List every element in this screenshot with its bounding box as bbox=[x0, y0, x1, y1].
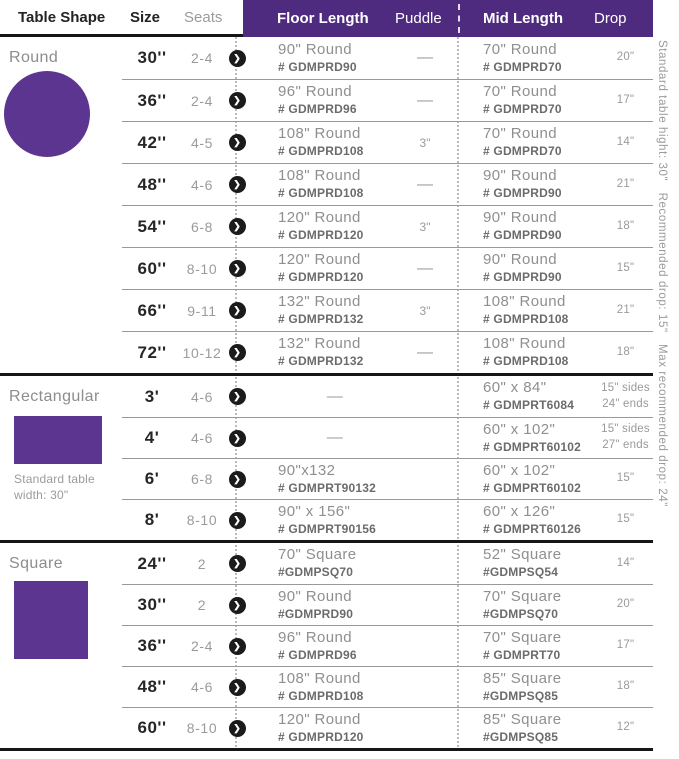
size-value: 24'' bbox=[137, 553, 167, 573]
seats-value: 8-10 bbox=[186, 720, 218, 736]
col-header-puddle: Puddle bbox=[395, 10, 442, 27]
mid-sku: # GDMPRD108 bbox=[483, 354, 569, 369]
puddle-value: — bbox=[417, 49, 433, 66]
arrow-cell bbox=[222, 218, 252, 235]
seats-value: 2 bbox=[197, 597, 207, 613]
shape-cell bbox=[0, 37, 122, 373]
floor-sku: # GDMPRD90 bbox=[278, 59, 357, 74]
floor-sku: # GDMPRD120 bbox=[278, 729, 364, 744]
floor-length-cell bbox=[252, 335, 392, 369]
seats-value: 2 bbox=[197, 555, 207, 572]
table-row bbox=[122, 37, 653, 79]
drop-value: 21" bbox=[616, 303, 635, 316]
drop-cell bbox=[598, 303, 653, 319]
seats-value: 9-11 bbox=[187, 302, 217, 319]
floor-length-cell bbox=[252, 670, 392, 704]
rows-rectangular bbox=[122, 376, 653, 540]
floor-length-cell bbox=[252, 588, 392, 622]
floor-length-value: 108" Round bbox=[278, 669, 361, 687]
size-value: 60'' bbox=[137, 258, 167, 278]
puddle-value: 3" bbox=[419, 303, 431, 318]
floor-length-cell bbox=[252, 462, 392, 496]
drop-cell bbox=[598, 345, 653, 361]
puddle-value: 3" bbox=[419, 135, 431, 150]
table-row bbox=[122, 707, 653, 748]
seats-value: 4-6 bbox=[190, 176, 214, 193]
mid-sku: # GDMPRT70 bbox=[483, 647, 561, 662]
size-value: 66'' bbox=[137, 300, 167, 320]
mid-length-cell bbox=[458, 379, 598, 413]
seats-value: 2-4 bbox=[190, 50, 214, 66]
seats-value: 2-4 bbox=[190, 92, 214, 109]
mid-length-cell bbox=[458, 41, 598, 75]
size-value: 3' bbox=[144, 386, 160, 406]
mid-length-value: 90" Round bbox=[483, 167, 557, 185]
mid-sku: # GDMPRT60126 bbox=[483, 521, 581, 536]
puddle-value: — bbox=[417, 343, 433, 361]
arrow-icon[interactable]: ❯ bbox=[229, 260, 246, 277]
mid-length-cell bbox=[458, 251, 598, 285]
mid-length-cell bbox=[458, 711, 598, 745]
puddle-value: 3" bbox=[419, 219, 431, 234]
mid-length-cell bbox=[458, 588, 598, 622]
arrow-icon[interactable]: ❯ bbox=[229, 50, 246, 67]
arrow-cell bbox=[222, 176, 252, 193]
drop-value: 18" bbox=[616, 345, 635, 358]
drop-value: 15" bbox=[616, 261, 635, 274]
floor-length-value: 90"x132 bbox=[278, 461, 336, 479]
floor-sku: # GDMPRD108 bbox=[278, 186, 364, 201]
floor-length-value: — bbox=[326, 387, 344, 405]
floor-sku: # GDMPRD132 bbox=[278, 312, 364, 327]
col-header-drop: Drop bbox=[594, 10, 627, 27]
circle-shape-icon bbox=[4, 71, 90, 157]
size-value: 60'' bbox=[137, 718, 167, 737]
seats-value: 2-4 bbox=[190, 638, 214, 654]
seats-value: 4-6 bbox=[190, 388, 214, 405]
mid-sku: # GDMPRD90 bbox=[483, 186, 562, 201]
size-value: 54'' bbox=[137, 216, 167, 236]
floor-length-cell bbox=[252, 125, 392, 159]
drop-value: 15" sides bbox=[601, 381, 650, 394]
arrow-cell bbox=[222, 555, 252, 572]
header-left bbox=[0, 0, 243, 37]
table-row bbox=[122, 79, 653, 121]
seats-value: 4-6 bbox=[190, 679, 214, 695]
shape-label: Rectangular bbox=[9, 388, 100, 405]
mid-sku: # GDMPRT60102 bbox=[483, 480, 581, 495]
size-value: 4' bbox=[144, 428, 160, 447]
mid-sku: # GDMPRD108 bbox=[483, 312, 569, 327]
mid-length-cell bbox=[458, 209, 598, 243]
floor-length-cell bbox=[252, 503, 392, 537]
section-round bbox=[0, 37, 653, 373]
table-row bbox=[122, 666, 653, 707]
drop-value: 18" bbox=[616, 680, 635, 693]
arrow-icon[interactable]: ❯ bbox=[229, 638, 246, 655]
floor-length-value: 96" Round bbox=[278, 628, 352, 646]
floor-length-cell bbox=[252, 251, 392, 285]
floor-length-cell bbox=[252, 83, 392, 117]
floor-sku: # GDMPRD120 bbox=[278, 228, 364, 243]
shape-label: Round bbox=[9, 49, 59, 66]
drop-value-2: 27" ends bbox=[602, 439, 649, 451]
mid-sku: # GDMPRD90 bbox=[483, 270, 562, 285]
mid-length-cell bbox=[458, 293, 598, 327]
mid-length-value: 85" Square bbox=[483, 669, 562, 687]
drop-cell bbox=[598, 638, 653, 654]
col-header-table-shape: Table Shape bbox=[18, 9, 106, 26]
floor-sku: # GDMPRD108 bbox=[278, 144, 364, 159]
shape-note: Standard table width: 30" bbox=[14, 472, 95, 503]
floor-sku: #GDMPSQ70 bbox=[278, 565, 354, 580]
arrow-cell bbox=[222, 512, 252, 529]
floor-length-value: 120" Round bbox=[278, 209, 361, 227]
col-header-mid-length: Mid Length bbox=[483, 10, 563, 27]
table-row bbox=[122, 331, 653, 373]
mid-length-value: 70" Round bbox=[483, 83, 557, 101]
arrow-cell bbox=[222, 471, 252, 488]
drop-value: 20" bbox=[616, 51, 635, 64]
puddle-value: — bbox=[417, 91, 433, 109]
square-shape-icon bbox=[14, 581, 88, 659]
floor-length-value: 132" Round bbox=[278, 293, 361, 311]
drop-cell bbox=[598, 720, 653, 736]
floor-length-value: 108" Round bbox=[278, 125, 361, 143]
floor-length-value: 90" Round bbox=[278, 587, 352, 605]
mid-length-cell bbox=[458, 83, 598, 117]
size-value: 30'' bbox=[137, 48, 167, 67]
drop-value: 12" bbox=[616, 721, 635, 734]
arrow-icon[interactable]: ❯ bbox=[229, 679, 246, 696]
floor-length-value: 90" Round bbox=[278, 40, 352, 58]
size-value: 42'' bbox=[137, 132, 167, 152]
seats-value: 6-8 bbox=[190, 471, 214, 487]
drop-cell bbox=[598, 261, 653, 277]
drop-cell bbox=[598, 219, 653, 235]
floor-length-value: 120" Round bbox=[278, 251, 361, 269]
arrow-icon[interactable]: ❯ bbox=[229, 176, 246, 193]
table-row bbox=[122, 458, 653, 499]
header-dashed-divider bbox=[458, 4, 460, 33]
col-header-seats: Seats bbox=[184, 9, 223, 26]
mid-sku: # GDMPRT60102 bbox=[483, 439, 581, 454]
rect-shape-icon bbox=[14, 416, 102, 464]
arrow-cell bbox=[222, 134, 252, 151]
col-header-floor-length: Floor Length bbox=[277, 10, 369, 27]
mid-sku: #GDMPSQ54 bbox=[483, 565, 559, 580]
seats-value: 8-10 bbox=[186, 512, 218, 528]
mid-length-value: 70" Square bbox=[483, 587, 562, 605]
floor-length-value: 132" Round bbox=[278, 335, 361, 353]
table-row bbox=[122, 121, 653, 163]
drop-value: 18" bbox=[616, 219, 635, 232]
mid-length-value: 90" Round bbox=[483, 209, 557, 227]
arrow-icon[interactable]: ❯ bbox=[229, 302, 246, 319]
table-row bbox=[122, 376, 653, 417]
size-value: 36'' bbox=[137, 636, 167, 655]
drop-value: 14" bbox=[616, 556, 635, 569]
mid-length-value: 60" x 84" bbox=[483, 379, 547, 397]
mid-length-value: 60" x 126" bbox=[483, 502, 556, 520]
arrow-icon[interactable]: ❯ bbox=[229, 597, 246, 614]
arrow-cell bbox=[222, 302, 252, 319]
mid-sku: # GDMPRD70 bbox=[483, 144, 562, 159]
table-row bbox=[122, 417, 653, 458]
arrow-cell bbox=[222, 638, 252, 655]
mid-sku: # GDMPRD90 bbox=[483, 228, 562, 243]
drop-value: 21" bbox=[616, 177, 635, 190]
drop-value-2: 24" ends bbox=[602, 397, 649, 410]
mid-length-value: 52" Square bbox=[483, 546, 562, 564]
rows-square bbox=[122, 543, 653, 748]
seats-value: 10-12 bbox=[182, 344, 222, 361]
floor-sku: # GDMPRD96 bbox=[278, 647, 357, 662]
drop-cell bbox=[598, 381, 653, 412]
mid-length-cell bbox=[458, 546, 598, 580]
arrow-cell bbox=[222, 92, 252, 109]
arrow-icon[interactable]: ❯ bbox=[229, 720, 246, 737]
drop-value: 15" bbox=[616, 472, 635, 485]
mid-length-value: 108" Round bbox=[483, 293, 566, 311]
drop-cell bbox=[598, 556, 653, 572]
floor-length-cell bbox=[252, 428, 392, 448]
floor-sku: # GDMPRD96 bbox=[278, 102, 357, 117]
floor-sku: # GDMPRT90132 bbox=[278, 480, 376, 495]
mid-sku: #GDMPSQ85 bbox=[483, 729, 559, 744]
shape-cell bbox=[0, 376, 122, 540]
rows-round bbox=[122, 37, 653, 373]
drop-value: 17" bbox=[616, 93, 635, 106]
floor-length-cell bbox=[252, 711, 392, 745]
floor-length-cell bbox=[252, 293, 392, 327]
arrow-icon[interactable]: ❯ bbox=[229, 344, 246, 361]
floor-length-value: 120" Round bbox=[278, 710, 361, 728]
arrow-cell bbox=[222, 597, 252, 614]
table-row bbox=[122, 584, 653, 625]
arrow-icon[interactable]: ❯ bbox=[229, 555, 246, 572]
size-value: 48'' bbox=[137, 677, 167, 696]
size-value: 6' bbox=[144, 469, 160, 488]
table-row bbox=[122, 499, 653, 540]
mid-length-cell bbox=[458, 335, 598, 369]
mid-length-cell bbox=[458, 503, 598, 537]
table-row bbox=[122, 247, 653, 289]
drop-cell bbox=[598, 50, 653, 66]
arrow-cell bbox=[222, 720, 252, 737]
drop-cell bbox=[598, 512, 653, 528]
arrow-cell bbox=[222, 344, 252, 361]
floor-sku: # GDMPRD108 bbox=[278, 688, 364, 703]
mid-sku: #GDMPSQ85 bbox=[483, 688, 559, 703]
mid-sku: #GDMPSQ70 bbox=[483, 606, 559, 621]
mid-length-cell bbox=[458, 670, 598, 704]
floor-length-value: 70" Square bbox=[278, 546, 357, 564]
drop-cell bbox=[598, 422, 653, 453]
mid-length-cell bbox=[458, 629, 598, 663]
floor-length-value: 108" Round bbox=[278, 167, 361, 185]
size-value: 36'' bbox=[137, 90, 167, 110]
shape-cell bbox=[0, 543, 122, 748]
header-purple-band bbox=[243, 0, 653, 37]
mid-length-cell bbox=[458, 421, 598, 455]
drop-cell bbox=[598, 679, 653, 695]
arrow-cell bbox=[222, 430, 252, 447]
drop-cell bbox=[598, 471, 653, 487]
size-value: 8' bbox=[144, 510, 160, 529]
drop-cell bbox=[598, 135, 653, 151]
arrow-icon[interactable]: ❯ bbox=[229, 430, 246, 447]
mid-length-value: 70" Round bbox=[483, 40, 557, 58]
arrow-icon[interactable]: ❯ bbox=[229, 218, 246, 235]
floor-length-cell bbox=[252, 629, 392, 663]
floor-length-value: 96" Round bbox=[278, 83, 352, 101]
table-row bbox=[122, 205, 653, 247]
chart-header bbox=[0, 0, 653, 37]
mid-length-value: 85" Square bbox=[483, 710, 562, 728]
size-value: 72'' bbox=[137, 342, 167, 362]
shape-label: Square bbox=[9, 555, 63, 572]
mid-length-cell bbox=[458, 125, 598, 159]
floor-length-value: 90" x 156" bbox=[278, 502, 351, 520]
seats-value: 6-8 bbox=[190, 218, 214, 235]
arrow-cell bbox=[222, 679, 252, 696]
floor-sku: # GDMPRD120 bbox=[278, 270, 364, 285]
floor-length-cell bbox=[252, 41, 392, 75]
size-value: 30'' bbox=[137, 595, 167, 614]
chart-body bbox=[0, 37, 653, 751]
puddle-value: — bbox=[417, 259, 433, 277]
table-row bbox=[122, 289, 653, 331]
arrow-icon[interactable]: ❯ bbox=[229, 388, 246, 405]
table-row bbox=[122, 543, 653, 584]
mid-length-cell bbox=[458, 462, 598, 496]
arrow-icon[interactable]: ❯ bbox=[229, 92, 246, 109]
floor-sku: # GDMPRD132 bbox=[278, 354, 364, 369]
drop-value: 15" bbox=[616, 513, 635, 526]
mid-sku: # GDMPRD70 bbox=[483, 102, 562, 117]
floor-length-cell bbox=[252, 546, 392, 580]
mid-length-cell bbox=[458, 167, 598, 201]
drop-value: 14" bbox=[616, 135, 635, 148]
col-header-size: Size bbox=[130, 9, 161, 26]
section-square bbox=[0, 540, 653, 751]
floor-length-cell bbox=[252, 167, 392, 201]
floor-length-cell bbox=[252, 209, 392, 243]
drop-cell bbox=[598, 93, 653, 109]
mid-length-value: 70" Square bbox=[483, 628, 562, 646]
side-note: Standard table hight: 30" Recommended drop: 15" Max recommended drop: 24" bbox=[656, 40, 668, 507]
mid-length-value: 70" Round bbox=[483, 125, 557, 143]
drop-value: 15" sides bbox=[601, 423, 650, 436]
size-value: 48'' bbox=[137, 174, 167, 194]
mid-length-value: 60" x 102" bbox=[483, 420, 556, 438]
table-row bbox=[122, 163, 653, 205]
arrow-cell bbox=[222, 260, 252, 277]
seats-value: 8-10 bbox=[186, 260, 218, 277]
mid-length-value: 60" x 102" bbox=[483, 461, 556, 479]
section-rectangular bbox=[0, 373, 653, 540]
floor-length-cell bbox=[252, 387, 392, 407]
seats-value: 4-6 bbox=[190, 430, 214, 446]
puddle-value: — bbox=[417, 175, 433, 193]
table-row bbox=[122, 625, 653, 666]
arrow-cell bbox=[222, 388, 252, 405]
arrow-cell bbox=[222, 50, 252, 67]
mid-sku: # GDMPRT6084 bbox=[483, 398, 575, 413]
floor-sku: # GDMPRT90156 bbox=[278, 521, 376, 536]
mid-sku: # GDMPRD70 bbox=[483, 59, 562, 74]
drop-cell bbox=[598, 597, 653, 613]
drop-value: 17" bbox=[616, 639, 635, 652]
drop-cell bbox=[598, 177, 653, 193]
arrow-icon[interactable]: ❯ bbox=[229, 134, 246, 151]
floor-length-value: — bbox=[326, 429, 344, 446]
floor-sku: #GDMPRD90 bbox=[278, 606, 354, 621]
seats-value: 4-5 bbox=[190, 134, 214, 151]
mid-length-value: 108" Round bbox=[483, 335, 566, 353]
arrow-icon[interactable]: ❯ bbox=[229, 471, 246, 488]
mid-length-value: 90" Round bbox=[483, 251, 557, 269]
arrow-icon[interactable]: ❯ bbox=[229, 512, 246, 529]
drop-value: 20" bbox=[616, 598, 635, 611]
